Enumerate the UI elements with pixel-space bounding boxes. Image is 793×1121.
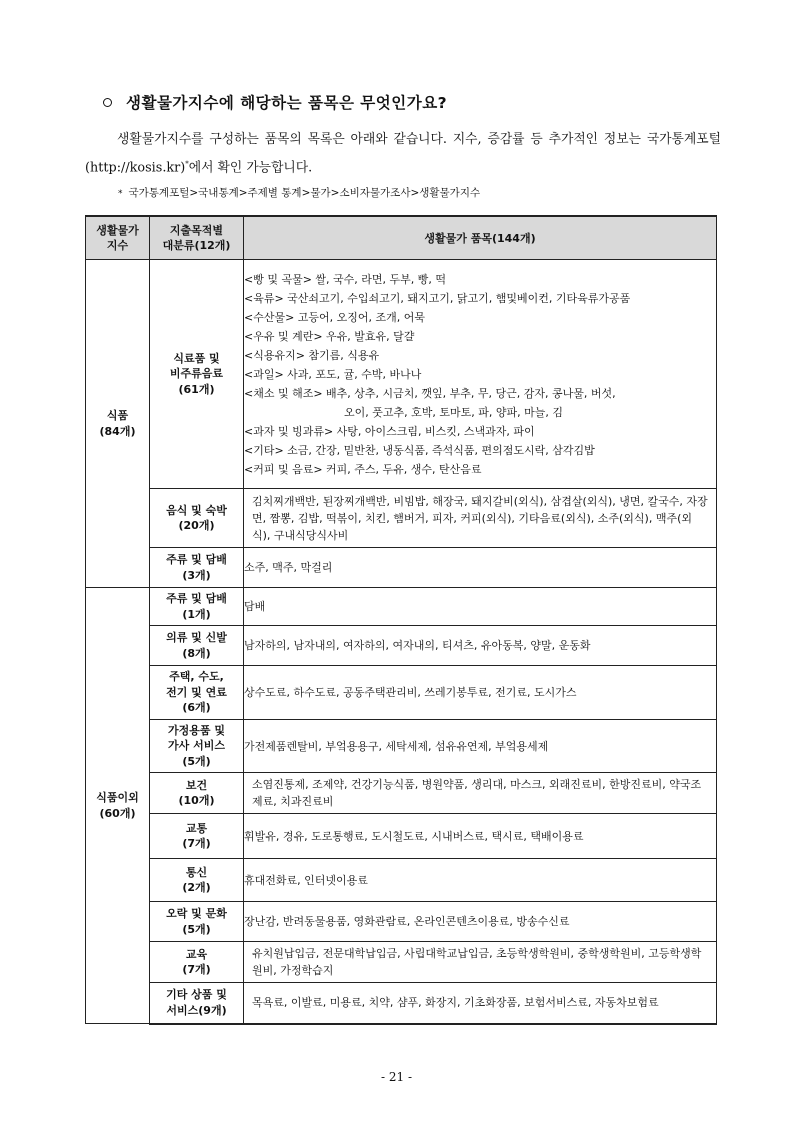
- category-label: 오락 및 문화 (5개): [150, 902, 244, 942]
- item-list: 유치원납입금, 전문대학납입금, 사립대학교납입금, 초등학생학원비, 중학생학원비, 고등학생학원비, 가정학습지: [244, 942, 717, 983]
- item-list: 담배: [244, 588, 717, 626]
- item-line: <우유 및 계란> 우유, 발효유, 달걀: [244, 329, 415, 343]
- item-line: <육류> 국산쇠고기, 수입쇠고기, 돼지고기, 닭고기, 햄및베이컨, 기타육류가공품: [244, 291, 631, 305]
- category-label: 음식 및 숙박 (20개): [150, 489, 244, 548]
- intro-paragraph: [85, 128, 721, 180]
- item-line: <과일> 사과, 포도, 귤, 수박, 바나나: [244, 367, 422, 381]
- table-row: [86, 902, 717, 942]
- note-text: 국가통계포털>국내통계>주제별 통계>물가>소비자물가조사>생활물가지수: [128, 187, 481, 199]
- circle-bullet-icon: [103, 98, 112, 107]
- item-list: 소염진통제, 조제약, 건강기능식품, 병원약품, 생리대, 마스크, 외래진료비, 한방진료비, 약국조제료, 치과진료비: [244, 773, 717, 814]
- table-row: [86, 588, 717, 626]
- page-number: - 21 -: [380, 1070, 412, 1084]
- category-label: 의류 및 신발 (8개): [150, 626, 244, 666]
- item-list: 휘발유, 경유, 도로통행료, 도시철도료, 시내버스료, 택시료, 택배이용료: [244, 814, 717, 859]
- item-line: <기타> 소금, 간장, 밑반찬, 냉동식품, 즉석식품, 편의점도시락, 삼각김밥: [244, 443, 595, 457]
- item-list: 상수도료, 하수도료, 공동주택관리비, 쓰레기봉투료, 전기료, 도시가스: [244, 666, 717, 720]
- category-label: 주택, 수도, 전기 및 연료 (6개): [150, 666, 244, 720]
- category-label: 가정용품 및 가사 서비스 (5개): [150, 720, 244, 773]
- category-label: 교통 (7개): [150, 814, 244, 859]
- table-row: [86, 489, 717, 548]
- category-label: 주류 및 담배 (1개): [150, 588, 244, 626]
- table-row: [86, 626, 717, 666]
- table-row: [86, 942, 717, 983]
- item-list: 장난감, 반려동물용품, 영화관람료, 온라인콘텐츠이용료, 방송수신료: [244, 902, 717, 942]
- category-label: 식료품 및 비주류음료 (61개): [150, 260, 244, 489]
- source-note: [118, 185, 480, 200]
- item-line: <식용유지> 참기름, 식용유: [244, 348, 380, 362]
- category-label: 교육 (7개): [150, 942, 244, 983]
- table-row: [86, 983, 717, 1024]
- item-line: <과자 및 빙과류> 사탕, 아이스크림, 비스킷, 스낵과자, 파이: [244, 424, 535, 438]
- table-row: [86, 814, 717, 859]
- item-list: 휴대전화료, 인터넷이용료: [244, 859, 717, 902]
- item-list: 목욕료, 이발료, 미용료, 치약, 샴푸, 화장지, 기초화장품, 보험서비스료, 자동차보험료: [244, 983, 717, 1024]
- header-index: 생활물가 지수: [86, 216, 150, 260]
- category-label: 주류 및 담배 (3개): [150, 548, 244, 588]
- table-row: [86, 260, 717, 489]
- item-line: <수산물> 고등어, 오징어, 조개, 어묵: [244, 310, 426, 324]
- major-nonfood: 식품이외 (60개): [86, 588, 150, 1024]
- table-row: [86, 548, 717, 588]
- item-list: 남자하의, 남자내의, 여자하의, 여자내의, 티셔츠, 유아동복, 양말, 운동화: [244, 626, 717, 666]
- note-star: *: [118, 189, 123, 199]
- item-list: 소주, 맥주, 막걸리: [244, 548, 717, 588]
- intro-text: 생활물가지수를 구성하는 품목의 목록은 아래와 같습니다. 지수, 증감률 등 추가적인 정보는 국가통계포털(http://kosis.kr): [85, 132, 721, 176]
- item-list: [244, 260, 717, 489]
- table-header-row: [86, 216, 717, 260]
- table-row: [86, 666, 717, 720]
- item-list: 김치찌개백반, 된장찌개백반, 비빔밥, 해장국, 돼지갈비(외식), 삼겹살(외식), 냉면, 칼국수, 자장면, 짬뽕, 김밥, 떡볶이, 치킨, 햄버거, 피자, 커피(외식), 기타음료(외식), 소주(외식), 맥주(외식), 구내식당식사비: [244, 489, 717, 548]
- item-line: <채소 및 해조> 배추, 상추, 시금치, 깻잎, 부추, 무, 당근, 감자, 콩나물, 버섯,: [244, 386, 616, 400]
- item-line: <커피 및 음료> 커피, 주스, 두유, 생수, 탄산음료: [244, 462, 482, 476]
- category-label: 기타 상품 및 서비스(9개): [150, 983, 244, 1024]
- category-label: 보건 (10개): [150, 773, 244, 814]
- items-table: [85, 215, 717, 1025]
- category-label: 통신 (2개): [150, 859, 244, 902]
- table-row: [86, 859, 717, 902]
- section-title: 생활물가지수에 해당하는 품목은 무엇인가요?: [126, 94, 448, 112]
- table-row: [86, 773, 717, 814]
- intro-footnote-mark: *: [185, 160, 189, 168]
- item-list: 가전제품렌탈비, 부엌용용구, 세탁세제, 섬유유연제, 부엌용세제: [244, 720, 717, 773]
- major-food: 식품 (84개): [86, 260, 150, 588]
- section-heading: [103, 91, 447, 113]
- item-line: 오이, 풋고추, 호박, 토마토, 파, 양파, 마늘, 김: [344, 405, 563, 419]
- item-line: <빵 및 곡물> 쌀, 국수, 라면, 두부, 빵, 떡: [244, 272, 447, 286]
- header-category: 지출목적별 대분류(12개): [150, 216, 244, 260]
- table-row: [86, 720, 717, 773]
- intro-text-tail: 에서 확인 가능합니다.: [188, 160, 313, 176]
- header-items: 생활물가 품목(144개): [244, 216, 717, 260]
